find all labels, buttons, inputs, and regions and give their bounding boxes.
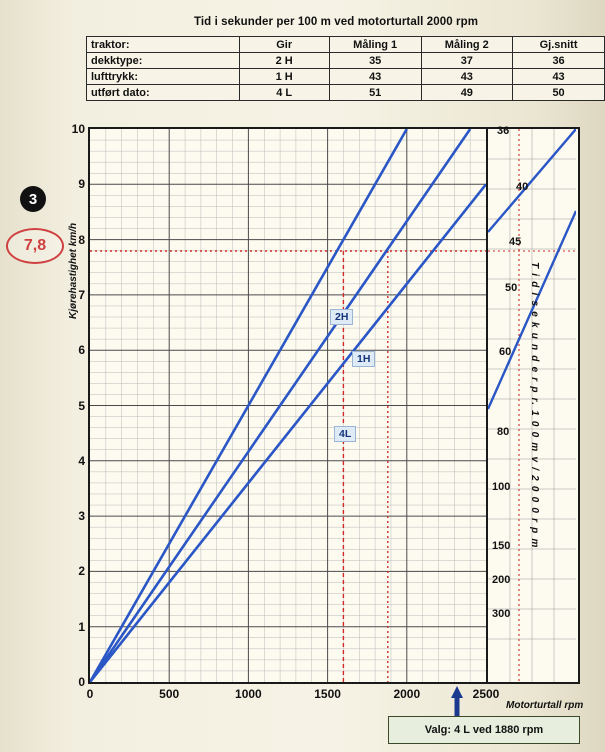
selection-callout: Valg: 4 L ved 1880 rpm (388, 716, 580, 744)
xtick-1500: 1500 (314, 687, 341, 701)
table-row (87, 69, 605, 85)
col-header-gjsnitt: Gj.snitt (513, 37, 605, 53)
ytick-7: 7 (78, 287, 85, 302)
row-label-lufttrykk: lufttrykk: (87, 69, 240, 85)
guide-lines (90, 251, 486, 682)
rtick-36: 36 (497, 125, 510, 137)
rtick-80: 80 (497, 426, 510, 438)
cell-maling2: 37 (421, 53, 513, 69)
ytick-4: 4 (78, 453, 85, 468)
measurement-table (86, 36, 605, 101)
cell-gir: 4 L (239, 85, 329, 101)
table-row (87, 85, 605, 101)
ytick-6: 6 (78, 343, 85, 358)
cell-maling1: 35 (329, 53, 421, 69)
col-header-maling2: Måling 2 (421, 37, 513, 53)
grid-major (90, 129, 486, 682)
xtick-2500: 2500 (472, 687, 500, 701)
series-4l-line (90, 184, 486, 682)
col-header-gir: Gir (239, 37, 329, 53)
table-row (87, 53, 605, 69)
step-badge: 3 (20, 186, 46, 212)
ytick-9: 9 (78, 177, 85, 192)
ytick-1: 1 (78, 619, 85, 634)
xtick-500: 500 (159, 687, 180, 701)
series-label-1h: 1H (352, 351, 375, 367)
cell-maling1: 43 (329, 69, 421, 85)
row-label-traktor: traktor: (87, 37, 240, 53)
ytick-2: 2 (78, 564, 85, 579)
ytick-10: 10 (71, 122, 85, 136)
ytick-0: 0 (78, 675, 85, 689)
chart-svg (90, 129, 486, 682)
x-axis-label: Motorturtall rpm (506, 700, 584, 711)
rtick-100: 100 (492, 481, 511, 493)
cell-gjsnitt: 36 (513, 53, 605, 69)
row-label-dekktype: dekktype: (87, 53, 240, 69)
rtick-50: 50 (505, 282, 518, 294)
cell-maling2: 43 (421, 69, 513, 85)
rtick-60: 60 (499, 346, 512, 358)
series-label-4l: 4L (334, 426, 356, 442)
cell-maling1: 51 (329, 85, 421, 101)
table-title: Tid i sekunder per 100 m ved motorturtall 2000 rpm (193, 16, 479, 28)
col-header-maling1: Måling 1 (329, 37, 421, 53)
cell-maling2: 49 (421, 85, 513, 101)
ytick-3: 3 (78, 509, 85, 524)
result-value-callout: 7,8 (6, 228, 64, 264)
ytick-8: 8 (78, 232, 85, 247)
cell-gir: 2 H (239, 53, 329, 69)
xtick-1000: 1000 (235, 687, 262, 701)
cell-gjsnitt: 43 (513, 69, 605, 85)
ytick-5: 5 (78, 398, 85, 413)
rtick-45: 45 (509, 236, 522, 248)
series-label-2h: 2H (330, 309, 353, 325)
rtick-40: 40 (516, 181, 529, 193)
rtick-300: 300 (492, 608, 511, 620)
cell-gir: 1 H (239, 69, 329, 85)
chart-plot-area (68, 122, 500, 701)
rtick-150: 150 (492, 540, 511, 552)
row-label-utfort-dato: utført dato: (87, 85, 240, 101)
cell-gjsnitt: 50 (513, 85, 605, 101)
table-row (87, 37, 605, 53)
xtick-0: 0 (86, 687, 94, 701)
y-axis-label: Kjørehastighet km/h (68, 222, 79, 319)
rtick-200: 200 (492, 574, 511, 586)
selection-arrow-icon (450, 686, 464, 716)
y2-axis-label: T i d i s e k u n d e r p r. 1 0 0 m v / 2 0 0 0 r p m (529, 262, 540, 549)
xtick-2000: 2000 (393, 687, 421, 701)
